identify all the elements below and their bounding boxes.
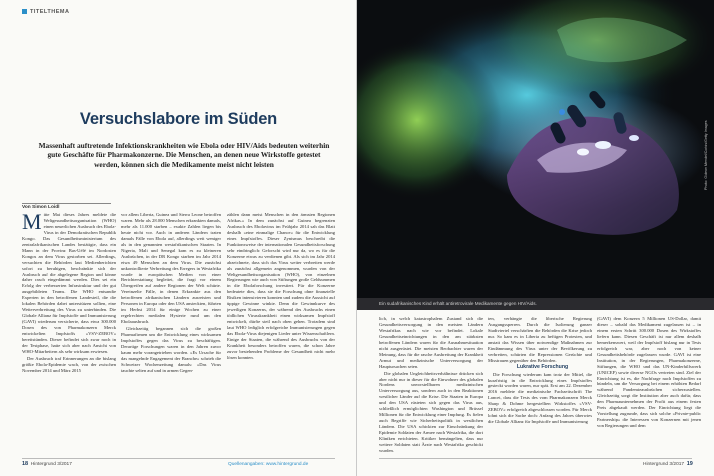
photo-credit: Photo: Gideon Mendel/Corbis/Getty Images <box>704 120 708 190</box>
rcol2-paragraph-1: ten, verhängte die liberische Regierung Ausgangssperren. Durch die Isolierung ganzer Stadtviertel verschärften die Behörden die Krise jedoch nur. So kam es in Liberia zu heftigen Protesten, und anstatt das Wissen über notwendige Maßnahmen zur Eindämmung des Virus unter der Bevölkerung zu verbreiten, schürten die Repressionen Gerüchte und Misstrauen gegenüber den Behörden. <box>488 316 592 363</box>
left-column-3 <box>227 212 335 462</box>
col2-paragraph-2: Gleichzeitig begannen sich die großen Pharmafirmen um die Entwicklung eines wirksamen Impfstoffes gegen das Virus zu beschäftigen. Derartige Forschungen waren in den Jahren zuvor kaum mehr vorangetrieben worden. »Es Ursache für das mangelnde Engagement der Branche« schrieb die Schweizer Wochenzeitung damals: »Das Virus tauchte selten auf und in armen Gegen- <box>121 326 221 373</box>
photo-illustration <box>357 0 714 298</box>
right-text-area <box>357 310 714 476</box>
right-footer <box>643 461 693 467</box>
left-footer <box>22 461 72 467</box>
right-magazine-issue: Hintergrund 3/2017 <box>643 462 685 467</box>
article-standfirst: Massenhaft auftretende Infektionskrankheiten wie Ebola oder HIV/Aids bedeuten weiterhin gute Geschäfte für Pharmakonzerne. Die Menschen, an denen neue Wirkstoffe getestet werden, können sich die Medikamente meist nicht leisten <box>38 141 330 169</box>
photo-caption: Ein sudafrikanisches Kind erhält antiretrovirale Medikamente gegen HIV/Aids. <box>379 301 537 306</box>
left-magazine-issue: Hintergrund 3/2017 <box>30 462 72 467</box>
article-photo <box>357 0 714 298</box>
right-column-3 <box>597 316 701 464</box>
article-author: Von Simon Loidl <box>22 205 60 210</box>
rcol3-paragraph-1: (GAVI) dem Konzern 5 Millionen US-Dollar, damit dieser – sobald das Medikament zugelassen ist – in einem ersten Schritt 300.000 Dosen des Wirkstoffes liefern kann. Diesen Geschäft ist nur allem deshalb bemerkenswert, weil der Impfstoff bislang nur in Tests erfolgreich war, aber noch von keiner Gesundheitsbehörde zugelassen wurde. GAVI ist eine Institution, in der Regierungen, Pharmakonzerne, Stiftungen, die WHO und das UN-Kinderhilfswerk (UNICEF) sowie diverse NGOs vertreten sind. Ziel der Einrichtung ist es, die Nachfrage nach Impfstoffen zu bündeln, um die Versorgung bei einem erhöhten Bedarf während Pandemieausbrüchen sicherzustellen. Gleichzeitig sorgt die Institution aber auch dafür, dass den Pharmaunternehmen der Profit aus einem festen Preis abgekauft werden. Der Einrichtung liegt die Vorstellung zugrunde, dass sich solche »Private-public Partnership« die Interessen von Konzernen mit jenen von Regierungen und dem <box>597 316 701 429</box>
rcol1-paragraph-1: lich, in welch katastrophalem Zustand sich die Gesundheitsversorgung in den meisten Ländern Westafrikas nach wie vor befindet. Lokale Gesundheitseinrichtungen in den am stärksten betroffenen Ländern waren für die Ausnahmesituation nicht ausgerüstet. Die meisten Beobachter waren der Meinung, dass für die rasche Ausbreitung der Krankheit Armut und medizinische Unterversorgung der Hauptursachen seien. <box>379 316 483 369</box>
rcol2-paragraph-2: Die Forschung wiederum kam trotz der Mittel, die kurzfristig in die Entwicklung eines Impfstoffes gesteckt worden waren, nur spät. Erst am 22. Dezember 2016 meldete die medizinische Fachzeitschrift The Lancet, dass die Tests des vom Pharmakonzern Merck Sharp & Dohme hergestellten Wirkstoffes »VSV-ZEBOV« erfolgreich abgeschlossen worden. Für Merck lohnt sich die Sache doch: Anfang des Jahres überwies die Globale Allianz für Impfstoffe und Immunisierung <box>488 371 592 425</box>
dropcap: M <box>22 212 42 234</box>
right-footer-rule <box>379 458 692 459</box>
left-column-1 <box>22 212 116 462</box>
right-column-1 <box>379 316 483 464</box>
article-headline: Versuchslabore im Süden <box>79 110 278 128</box>
col1-paragraph-1: itte Mai dieses Jahres meldete die Weltgesundheitsorganisation (WHO) einen neuerlichen Ausbruch des Ebola-Virus in der Demokratischen Republik Kongo. Das Gesundheitsministerium des zentralafrikanischen Landes bestätigte, dass ein Mann in der Provinz Bas-Uélé im Nordosten Kongos an dem Virus gestorben sei. Allerdings, versuchten die Behörden laut Medienberichten sofort zu beruhigen, beschränkte sich der Ausbruch auf die abgelegene Region und könne daher rasch eingedämmt werden. Dies sei ein Erfolg der verbesserten Infrastruktur und der gut ausgebildeten Teams. Die WHO entsandte Experten in den betroffenen Landesteil, die die lokalen Behörden dabei unterstützen sollten, eine Weiterverbreitung des Virus zu unterbinden. Die Globale Allianz für Impfstoffe und Immunisierung (GAVI) wiederum versicherte, dass etwa 300.000 Dosen des von Pharmakonzern Merck entwickelten Impfstoffs »VSV-ZEBOV« bereitstünden. Dieser befindet sich zwar noch in der Testphase, hatte sich aber nach Ansicht von WHO-Mitarbeitern als sehr wirksam erwiesen. <box>22 212 116 354</box>
left-column-2 <box>121 212 221 462</box>
right-page <box>357 0 714 476</box>
section-label: TITELTHEMA <box>22 9 69 15</box>
right-page-number: 19 <box>686 461 693 467</box>
col1-paragraph-2: Der Ausbruch traf Erinnerungen an die bislang größte Ebola-Epidemie wach, von der zwischen November 2014 und März 2015 <box>22 355 116 373</box>
rcol1-paragraph-2: Die globalen Ungleichheitsverhältnisse drücken sich aber nicht nur in dieser für die Einwohner des globalen Nordens unvorstellbaren medizinischen Unterversorgung aus, sondern auch in den Reaktionen westlicher Länder auf die Krise. Die Staaten in Europa und den USA rüsteten sich gegen das Virus aus, schließlich ermöglichten Washington und Brüssel Millionen für die Entwicklung einer Impfung. Es fielen auch Begriffe wie Sicherheitspolitik in westlichen Ländern. Die USA schickten zur Einschränkung der Epidemie Soldaten der Armee nach Westafrika, die dort Kliniken errichteten. Kritiker bemängelten, dass nur weitere Soldaten statt Ärzte nach Westafrika geschickt wurden. <box>379 370 483 453</box>
col2-paragraph-1: vor allem Liberia, Guinea und Sierra Leone betroffen waren. Mehr als 28.000 Menschen erkrankten damals, mehr als 11.000 starben – exakte Zahlen liegen bis heute nicht vor. Auch in anderen Ländern traten damals Fälle von Ebola auf, allerdings weit weniger als in den genannten westafrikanischen Staaten. In Nigeria, Mali und Senegal kam es zu kleineren Ausbrüchen, in der DR Kongo starben im Jahr 2014 etwa 49 Menschen an dem Virus. Die zunächst unkontrollierte Verbreitung des Erregers in Westafrika wurde in europäischen Medien von einer Berichterstattung begleitet, die fragt vor einem Übergreifen auf andere Regionen der Welt schürte. Vereinzelte Fälle, in denen Erkrankte aus den betroffenen afrikanischen Ländern ausreisten und Personen in Europa oder den USA ansteckten, führten im Herbst 2014 für einige Wochen zu einer regelrechten medialen Hysterie rund um den Ebolaausbruch. <box>121 212 221 325</box>
footer-rule <box>22 458 335 459</box>
right-column-2 <box>488 316 592 464</box>
col3-paragraph-1: zählen dann meist Menschen in den ärmsten Regionen Afrikas.« In dem zunächst auf Guinea begrenzten Ausbruch des Ebolavirus im Frühjahr 2014 sah das Blatt deshalb »eine einmalige Chance« für die Entwicklung eines Impfstoffes. Dieser Zynismus beschreibt die Funktionsweise der internationalen Gesundheitsforschung sehr eindringlich: Geforscht wird nur da, wo es für die Konzerne etwas zu verdienen gibt. Als sich im Jahr 2014 abzeichnete, dass sich das Virus weiter verbreiten werde als zunächst allgemein angenommen, wurden von der Weltgesundheitsorganisation (WHO), von einzelnen Regierungen wie auch von Stiftungen große Geldsummen in die Ebolaforschung investiert. Für die Konzerne bedeutete dies, dass sie die Forschung ohne finanzielle Risiken intensivieren konnten und zudem die Aussicht auf üppige Gewinne winkte. Denn die Gewinnkurve des jeweiligen Konzerns, der während des Ausbruchs einen tödlichen Virusskrankheit einen wirksamen Impfstoff entwickelt, dürfte steil nach oben gehen. Trotzdem sind laut WHO lediglich erfolgreiche Immunisierungen gegen das Ebola-Virus diejenigen Lieder unter Wissenschaftlern. Einige der Staaten, die während des Ausbruchs von der Krankheit besonders betroffen waren, die schon Jahre zuvor bestehenden Probleme der Gesundheit nicht mehr lösen konnten. <box>227 212 335 360</box>
rcol2-subhead: Lukrative Forschung <box>516 363 569 370</box>
source-link[interactable]: Quellenangaben: www.hintergrund.de <box>228 462 309 467</box>
left-page-number: 18 <box>22 461 29 467</box>
author-divider <box>22 203 111 204</box>
